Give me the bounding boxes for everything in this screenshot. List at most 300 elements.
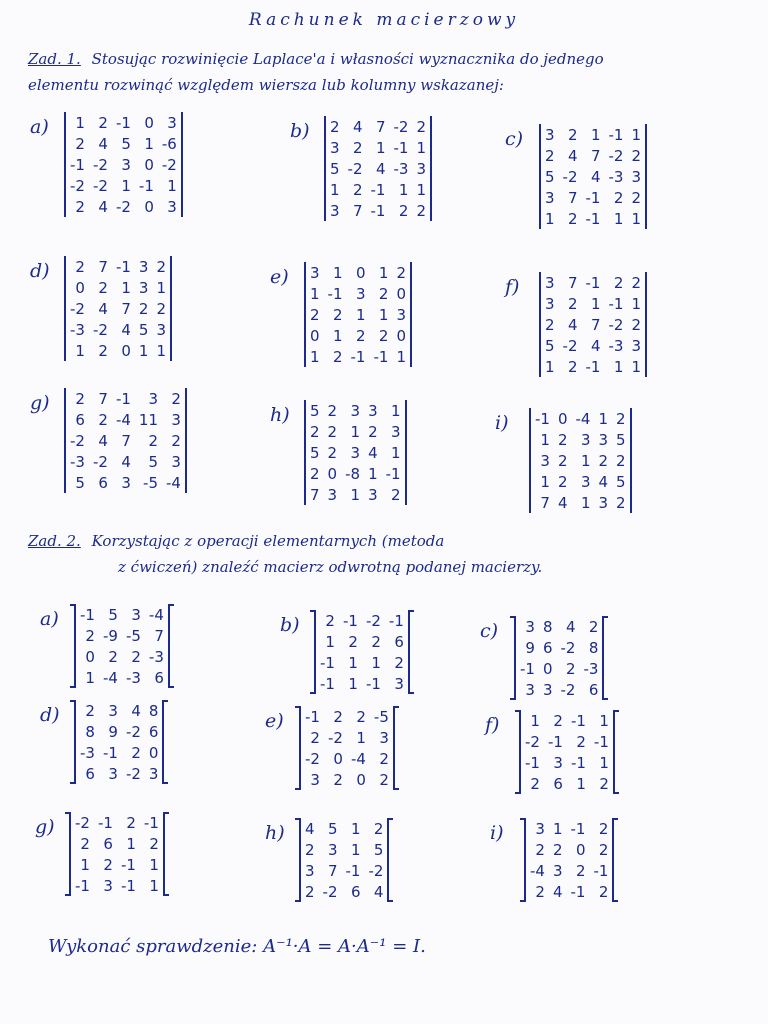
matrix-row [65, 256, 171, 277]
matrix-entry: -4 [530, 861, 545, 880]
matrix-entry: 1 [348, 674, 358, 693]
matrix-row [525, 839, 613, 860]
matrix-row [530, 471, 631, 492]
matrix-entry: 0 [310, 326, 320, 345]
matrix-entry: -5 [143, 473, 158, 492]
matrix-entry: 1 [330, 180, 340, 199]
matrix-entry: 1 [530, 711, 540, 730]
matrix-entry: -4 [166, 473, 181, 492]
matrix-entry: 5 [310, 443, 320, 462]
inverse-problem [490, 818, 618, 902]
matrix-entry: 3 [631, 336, 641, 355]
matrix-entry: -1 [570, 753, 586, 772]
matrix-entry: 3 [552, 861, 563, 880]
matrix-entry: 2 [368, 422, 378, 441]
matrix-entry: 4 [131, 701, 141, 720]
matrix-entry: -1 [80, 605, 95, 624]
matrix-entry: 1 [590, 294, 601, 313]
matrix-entry: 0 [355, 263, 366, 282]
matrix-entry: 2 [98, 341, 108, 360]
matrix-entry: 0 [333, 749, 343, 768]
matrix-entry: -3 [608, 336, 624, 355]
matrix-entry: 2 [330, 117, 340, 136]
matrix-entry: 0 [396, 326, 406, 345]
matrix-entry: 3 [138, 257, 149, 276]
matrix-entry: 2 [588, 617, 599, 636]
matrix-brackets [65, 812, 169, 896]
matrix-entry: 2 [327, 422, 338, 441]
matrix-entry: -2 [560, 680, 576, 699]
matrix-entry: 3 [327, 840, 338, 859]
matrix-row [65, 409, 186, 430]
matrix-entry: 4 [121, 452, 131, 471]
matrix-entry: 1 [368, 464, 378, 483]
matrix-entry: 3 [379, 728, 389, 747]
matrix-entry: 7 [590, 315, 601, 334]
matrix-entry: 2 [355, 326, 366, 345]
matrix-entry: 2 [545, 315, 555, 334]
matrix-entry: -1 [373, 347, 389, 366]
matrix-entry: 3 [103, 876, 113, 895]
matrix-entry: 2 [85, 701, 95, 720]
matrix-entry: -2 [322, 882, 338, 901]
matrix-row [325, 116, 431, 137]
matrix-entry: -1 [535, 409, 550, 428]
matrix-brackets [515, 710, 619, 794]
matrix-entry: 3 [525, 617, 535, 636]
matrix-entry: 1 [332, 263, 343, 282]
matrix-entry: 2 [332, 347, 343, 366]
matrix-row [300, 748, 394, 769]
determinant-matrix [304, 262, 412, 367]
matrix-row [65, 430, 186, 451]
matrix-entry: 3 [542, 680, 553, 699]
matrix-entry: 1 [310, 347, 320, 366]
matrix-entry: -2 [560, 638, 576, 657]
matrix-entry: 7 [98, 257, 108, 276]
matrix-entry: 2 [567, 357, 578, 376]
matrix-entry: 3 [368, 485, 378, 504]
matrix-entry: 3 [580, 430, 591, 449]
task2-header [28, 528, 748, 580]
matrix-entry: 1 [80, 855, 90, 874]
matrix-entry: -1 [365, 674, 381, 693]
matrix-row [65, 175, 182, 196]
matrix-row [75, 700, 163, 721]
matrix-entry: 2 [171, 431, 181, 450]
matrix-entry: 3 [350, 443, 361, 462]
matrix-entry: 3 [167, 113, 177, 132]
matrix-entry: 2 [613, 273, 624, 292]
matrix-entry: 1 [631, 357, 641, 376]
inverse-problem [280, 610, 414, 694]
matrix-row [520, 731, 614, 752]
determinant-matrix [324, 116, 432, 221]
matrix-entry: 1 [375, 138, 386, 157]
matrix-entry: 3 [327, 485, 338, 504]
matrix-row [530, 408, 631, 429]
matrix-entry: 1 [391, 401, 401, 420]
matrix-entry: -2 [368, 861, 384, 880]
matrix-entry: 6 [154, 668, 164, 687]
matrix-entry: 1 [156, 341, 166, 360]
matrix-entry: 2 [391, 485, 401, 504]
matrix-row [530, 450, 631, 471]
matrix-entry: 1 [631, 209, 641, 228]
matrix-entry: 6 [75, 410, 85, 429]
inverse-problem [485, 710, 619, 794]
matrix-entry: 0 [575, 840, 586, 859]
matrix-entry: 1 [613, 357, 624, 376]
matrix-entry: 5 [373, 840, 384, 859]
matrix-entry: 3 [545, 188, 555, 207]
matrix-entry: 4 [352, 117, 363, 136]
matrix-entry: 3 [394, 674, 404, 693]
matrix-entry: -2 [92, 320, 108, 339]
matrix-entry: 9 [108, 722, 118, 741]
matrix-entry: -2 [161, 155, 177, 174]
matrix-entry: -1 [75, 876, 90, 895]
problem-label: g) [30, 392, 50, 414]
determinant-bars [300, 262, 416, 367]
task2-line1: Korzystając z operacji elementarnych (metoda [91, 532, 445, 550]
matrix-entry: 1 [138, 341, 149, 360]
matrix-entry: 0 [144, 155, 154, 174]
matrix-entry: 2 [378, 284, 389, 303]
matrix-entry: 6 [103, 834, 113, 853]
matrix-entry: 8 [148, 701, 159, 720]
inverse-problem [480, 616, 608, 700]
matrix-entry: 2 [310, 305, 320, 324]
matrix-entry: 2 [616, 409, 626, 428]
matrix-entry: 1 [599, 711, 609, 730]
matrix-entry: -1 [115, 389, 131, 408]
matrix-entry: 1 [580, 493, 591, 512]
matrix-entry: 2 [599, 774, 609, 793]
matrix-entry: 9 [525, 638, 535, 657]
determinant-matrix [64, 256, 172, 361]
matrix [299, 818, 389, 902]
matrix-entry: -1 [345, 861, 361, 880]
matrix-row [70, 833, 164, 854]
matrix-entry: 5 [545, 336, 555, 355]
determinant-bars [535, 272, 651, 377]
matrix-entry: -1 [70, 155, 85, 174]
matrix-entry: 4 [557, 493, 568, 512]
matrix-entry: 1 [121, 278, 131, 297]
matrix-entry: 5 [327, 819, 338, 838]
task1-number: Zad. 1. [28, 50, 81, 68]
matrix-entry: -5 [373, 707, 389, 726]
matrix-entry: 5 [75, 473, 85, 492]
matrix-entry: 2 [171, 389, 181, 408]
matrix-row [75, 646, 169, 667]
matrix-entry: 2 [598, 819, 609, 838]
matrix-entry: 7 [121, 431, 131, 450]
matrix-row [65, 298, 171, 319]
problem-label: e) [270, 266, 289, 288]
matrix-entry: 2 [327, 443, 338, 462]
problem-label: h) [265, 822, 285, 844]
matrix-entry: 1 [356, 728, 366, 747]
matrix-entry: 4 [567, 146, 578, 165]
matrix-entry: 2 [373, 819, 384, 838]
matrix-entry: -1 [393, 138, 409, 157]
matrix-row [530, 492, 631, 513]
matrix-entry: 2 [631, 273, 641, 292]
matrix-entry: -1 [120, 855, 136, 874]
matrix-entry: -2 [305, 749, 320, 768]
matrix-entry: 4 [590, 167, 601, 186]
matrix-entry: 1 [149, 876, 159, 895]
matrix-entry: -3 [70, 452, 85, 471]
matrix-entry: 3 [368, 401, 378, 420]
matrix-row [305, 463, 406, 484]
matrix-entry: -1 [370, 201, 386, 220]
matrix-entry: 1 [350, 840, 361, 859]
matrix-entry: 1 [75, 341, 85, 360]
matrix-row [515, 679, 603, 700]
matrix-entry: -2 [70, 176, 85, 195]
task1-header [28, 46, 748, 98]
matrix-entry: -2 [393, 117, 409, 136]
matrix-entry: -3 [608, 167, 624, 186]
matrix-row [300, 706, 394, 727]
matrix-entry: 5 [138, 320, 149, 339]
matrix-entry: 2 [98, 410, 108, 429]
matrix-entry: -2 [92, 155, 108, 174]
determinant-problem [30, 256, 176, 361]
matrix-row [525, 860, 613, 881]
matrix-row [325, 137, 431, 158]
determinant-problem [290, 116, 436, 221]
determinant-bars [525, 408, 636, 513]
matrix-entry: 2 [108, 647, 118, 666]
matrix-entry: 4 [590, 336, 601, 355]
matrix-brackets [520, 818, 618, 902]
matrix-entry: 2 [156, 257, 166, 276]
matrix-entry: 2 [616, 451, 626, 470]
matrix-entry: 1 [167, 176, 177, 195]
problem-label: i) [495, 412, 509, 434]
determinant-matrix [64, 388, 187, 493]
matrix-entry: 1 [378, 263, 389, 282]
matrix-entry: 2 [598, 840, 609, 859]
matrix-entry: 2 [398, 201, 409, 220]
matrix-entry: 2 [75, 197, 85, 216]
matrix-row [325, 200, 431, 221]
matrix-entry: 6 [588, 680, 599, 699]
matrix-entry: 1 [156, 278, 166, 297]
determinant-matrix [64, 112, 183, 217]
matrix-entry: 2 [396, 263, 406, 282]
matrix-entry: -2 [608, 315, 624, 334]
matrix-entry: -1 [97, 813, 113, 832]
matrix-entry: 1 [631, 294, 641, 313]
matrix-row [305, 325, 411, 346]
matrix-entry: -2 [608, 146, 624, 165]
matrix-entry: 6 [542, 638, 553, 657]
matrix-entry: -1 [115, 113, 131, 132]
matrix-row [65, 133, 182, 154]
matrix-entry: 4 [565, 617, 576, 636]
matrix-row [305, 400, 406, 421]
matrix-row [70, 854, 164, 875]
matrix-entry: 3 [631, 167, 641, 186]
matrix-entry: 2 [575, 861, 586, 880]
matrix-row [65, 196, 182, 217]
matrix-entry: 1 [416, 180, 426, 199]
matrix [524, 818, 614, 902]
matrix-entry: -4 [148, 605, 164, 624]
matrix-entry: 3 [580, 472, 591, 491]
matrix-entry: 7 [567, 188, 578, 207]
matrix-entry: 2 [310, 728, 320, 747]
matrix-row [530, 429, 631, 450]
matrix-row [540, 124, 646, 145]
matrix-entry: 1 [350, 485, 361, 504]
matrix-entry: -3 [393, 159, 409, 178]
matrix-entry: 2 [530, 774, 540, 793]
matrix-entry: -1 [350, 347, 366, 366]
matrix-entry: -1 [120, 876, 136, 895]
matrix-row [300, 839, 388, 860]
matrix-entry: 0 [356, 770, 366, 789]
matrix-entry: 0 [121, 341, 131, 360]
matrix-entry: -2 [125, 722, 141, 741]
matrix-entry: 2 [631, 188, 641, 207]
matrix-entry: -1 [570, 819, 586, 838]
matrix-entry: 7 [327, 861, 338, 880]
matrix-entry: 2 [352, 138, 363, 157]
matrix-entry: 1 [545, 357, 555, 376]
determinant-problem [270, 400, 411, 505]
matrix-entry: 7 [375, 117, 386, 136]
matrix-entry: 3 [156, 320, 166, 339]
matrix-row [305, 484, 406, 505]
matrix-entry: 2 [535, 882, 545, 901]
matrix-entry: 1 [121, 176, 131, 195]
matrix-entry: 2 [332, 305, 343, 324]
matrix-entry: 3 [310, 263, 320, 282]
matrix-entry: 2 [557, 451, 568, 470]
task2-number: Zad. 2. [28, 532, 81, 550]
matrix-entry: -3 [148, 647, 164, 666]
matrix-entry: -1 [342, 611, 358, 630]
matrix-entry: 6 [85, 764, 95, 783]
matrix-entry: 1 [599, 753, 609, 772]
matrix-entry: -2 [70, 431, 85, 450]
matrix-entry: 2 [552, 840, 563, 859]
matrix-entry: 2 [567, 125, 578, 144]
problem-label: c) [505, 128, 524, 150]
matrix-entry: 2 [631, 315, 641, 334]
matrix-entry: 7 [540, 493, 550, 512]
matrix-entry: 3 [391, 422, 401, 441]
matrix-row [300, 818, 388, 839]
matrix-entry: 1 [580, 451, 591, 470]
matrix-entry: -2 [347, 159, 363, 178]
matrix-entry: 0 [75, 278, 85, 297]
inverse-problem [40, 700, 168, 784]
matrix-entry: 1 [540, 430, 550, 449]
matrix-entry: 3 [525, 680, 535, 699]
matrix-row [520, 710, 614, 731]
matrix [74, 604, 170, 688]
problem-label: a) [40, 608, 59, 630]
matrix-entry: 2 [348, 632, 358, 651]
matrix-row [300, 881, 388, 902]
matrix-entry: -3 [583, 659, 599, 678]
matrix-entry: -1 [570, 882, 586, 901]
matrix-entry: -1 [593, 861, 609, 880]
matrix-entry: 3 [540, 451, 550, 470]
determinant-bars [320, 116, 436, 221]
determinant-problem [30, 388, 191, 493]
matrix-entry: 4 [98, 197, 108, 216]
matrix-row [65, 340, 171, 361]
matrix-row [305, 283, 411, 304]
matrix-entry: 4 [373, 882, 384, 901]
problem-label: e) [265, 710, 284, 732]
matrix-entry: 4 [552, 882, 563, 901]
matrix-entry: 2 [327, 401, 338, 420]
matrix-entry: 2 [148, 431, 158, 450]
matrix-entry: 4 [567, 315, 578, 334]
matrix-entry: 3 [350, 401, 361, 420]
inverse-problem [265, 818, 393, 902]
problem-label: f) [485, 714, 500, 736]
problem-label: b) [280, 614, 300, 636]
matrix-entry: 0 [542, 659, 553, 678]
matrix-entry: -2 [70, 299, 85, 318]
matrix-entry: 8 [588, 638, 599, 657]
matrix-entry: 4 [98, 134, 108, 153]
matrix-row [65, 112, 182, 133]
task1-line2: elementu rozwinąć względem wiersza lub kolumny wskazanej: [28, 76, 504, 94]
matrix-entry: -2 [365, 611, 381, 630]
matrix-entry: 2 [305, 840, 315, 859]
matrix-entry: 5 [108, 605, 118, 624]
matrix-entry: 7 [352, 201, 363, 220]
matrix-row [75, 742, 163, 763]
matrix-row [540, 272, 646, 293]
matrix-entry: 2 [75, 389, 85, 408]
matrix-row [65, 451, 186, 472]
matrix-entry: -2 [75, 813, 90, 832]
matrix-entry: 2 [131, 743, 141, 762]
matrix-entry: 2 [85, 626, 95, 645]
matrix-entry: 2 [535, 840, 545, 859]
matrix-entry: -1 [305, 707, 320, 726]
matrix-entry: -3 [125, 668, 141, 687]
matrix-entry: 1 [144, 134, 154, 153]
matrix-entry: 1 [348, 653, 358, 672]
matrix-entry: 3 [138, 278, 149, 297]
problem-label: g) [35, 816, 55, 838]
determinant-problem [30, 112, 187, 217]
matrix-entry: 6 [148, 722, 159, 741]
matrix-entry: 2 [356, 707, 366, 726]
matrix-entry: -1 [608, 294, 624, 313]
matrix-entry: 3 [171, 410, 181, 429]
matrix-entry: 2 [378, 326, 389, 345]
determinant-bars [60, 388, 191, 493]
determinant-problem [270, 262, 416, 367]
matrix-entry: 2 [138, 299, 149, 318]
matrix-entry: 5 [616, 472, 626, 491]
matrix-entry: 2 [75, 257, 85, 276]
